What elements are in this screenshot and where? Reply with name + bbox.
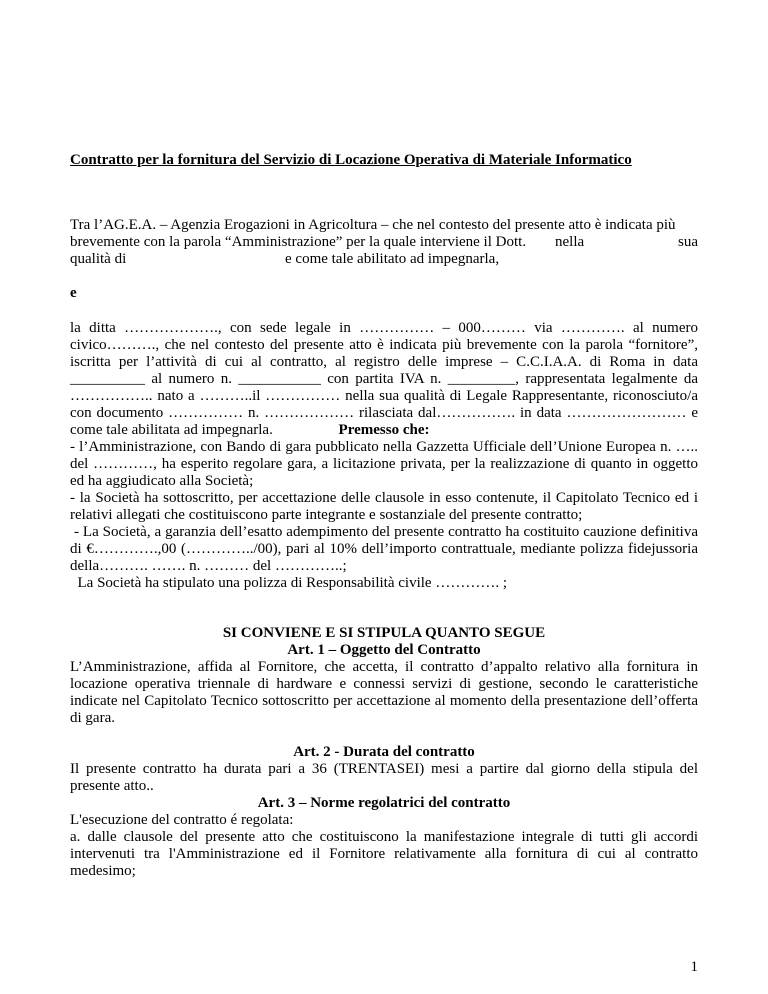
art2-text: Il presente contratto ha durata pari a 36 (TRENTASEI) mesi a partire dal giorno della stipula del presente atto.. (70, 761, 698, 794)
premesso-item-3: - La Società, a garanzia dell’esatto adempimento del presente contratto ha costituito cauzione definitiva di €………….,00 (…………../00), pari al 10% dell’importo contrattuale, mediante polizza fidejussoria della………. ……. n. ……… del …………..; (70, 524, 702, 574)
art1-heading: Art. 1 – Oggetto del Contratto (287, 642, 481, 658)
art3-text-2: a. dalle clausole del presente atto che costituiscono la manifestazione integrale di tutti gli accordi intervenuti tra l'Amministrazione ed il Fornitore relativamente alla fornitura di cui al contratto medesimo; (70, 829, 698, 879)
premesso-heading: Premesso che: (338, 422, 430, 438)
ditta-paragraph: la ditta ………………., con sede legale in …………… – 000……… via …………. al numero civico………., che nel contesto del presente atto è indicata più brevemente con la parola “fornitore”, iscritta per l’attività di cui al contratto, al registro delle imprese – C.C.I.A.A. di Roma in data __________ al numero n. ___________ con partita IVA n. _________, rappresentata legalmente da …………….. nato a ………..il …………… nella sua qualità di Legale Rappresentante, riconosciuto/a con documento …………… n. ……………… rilasciata dal……………. in data …………………… e come tale abilitata ad impegnarla. (70, 320, 698, 438)
intro-line-1: Tra l’AG.E.A. – Agenzia Erogazioni in Agricoltura – che nel contesto del presente atto è indicata più (70, 217, 676, 233)
art1-text: L’Amministrazione, affida al Fornitore, che accetta, il contratto d’appalto relativo alla fornitura in locazione operativa triennale di hardware e connessi servizi di gestione, secondo le caratteristiche indicate nel Capitolato Tecnico sottoscritto per accettazione al momento della presentazione dell’offerta di gara. (70, 659, 698, 726)
intro-line-2-word-nella: nella (555, 234, 585, 250)
intro-line-2-word-sua: sua (678, 234, 698, 250)
intro-line-2-text: brevemente con la parola “Amministrazione” per la quale interviene il Dott. (70, 234, 527, 250)
intro-line-3-rest: e come tale abilitato ad impegnarla, (285, 251, 500, 267)
premesso-item-2: - la Società ha sottoscritto, per accettazione delle clausole in esso contenute, il Capitolato Tecnico ed i relativi allegati che costituiscono parte integrante e sostanziale del presente contratto; (70, 490, 698, 523)
spacer (70, 727, 698, 744)
art3-text-1: L'esecuzione del contratto é regolata: (70, 812, 294, 828)
intro-line-3 (70, 251, 698, 268)
articles-section (70, 625, 698, 880)
conjunction-e: e (70, 285, 77, 301)
intro-paragraph (70, 217, 698, 268)
page-number: 1 (690, 959, 698, 975)
premesso-section (70, 422, 702, 592)
premesso-item-1: - l’Amministrazione, con Bando di gara pubblicato nella Gazzetta Ufficiale dell’Unione Europea n. ….. del …………, ha esperito regolare gara, a licitazione privata, per la realizzazione di quanto in oggetto ed ha aggiudicato alla Società; (70, 439, 698, 489)
intro-line-3-qualita: qualità di (70, 251, 127, 267)
convene-heading: SI CONVIENE E SI STIPULA QUANTO SEGUE (222, 625, 546, 641)
art3-heading: Art. 3 – Norme regolatrici del contratto (257, 795, 511, 811)
document-title: Contratto per la fornitura del Servizio di Locazione Operativa di Materiale Informatico (70, 152, 632, 168)
premesso-item-4: La Società ha stipulato una polizza di Responsabilità civile …………. ; (70, 575, 507, 591)
art2-heading: Art. 2 - Durata del contratto (293, 744, 475, 760)
intro-line-2 (70, 234, 698, 251)
